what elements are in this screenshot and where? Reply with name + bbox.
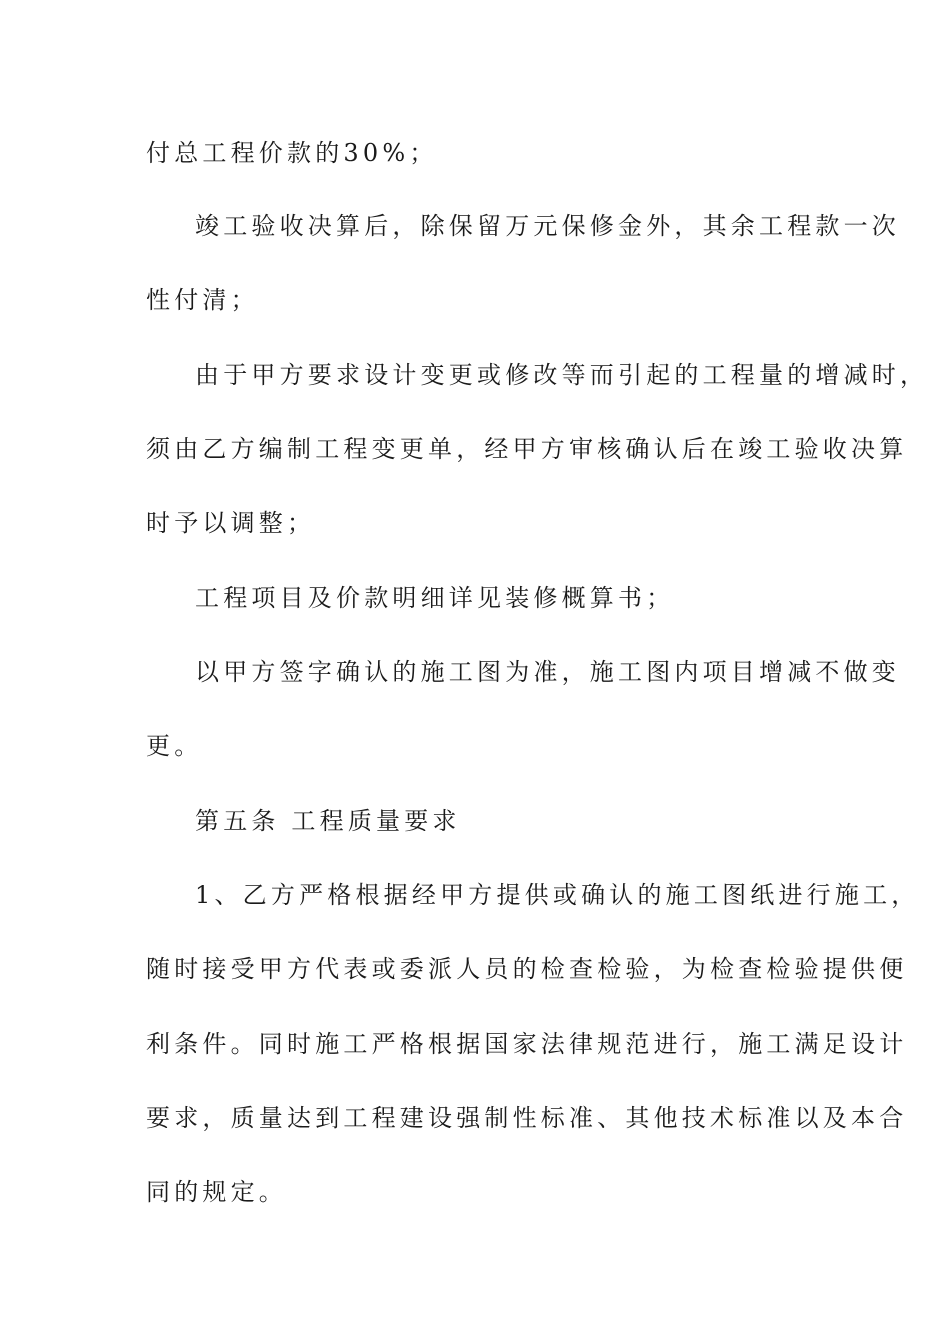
paragraph-first-line: 工程项目及价款明细详见装修概算书；	[195, 584, 675, 612]
text-line: 同的规定。	[146, 1178, 287, 1206]
paragraph-first-line: 竣工验收决算后，除保留万元保修金外，其余工程款一次	[195, 212, 900, 240]
text-line: 性付清；	[146, 286, 259, 314]
text-line: 须由乙方编制工程变更单，经甲方审核确认后在竣工验收决算	[146, 435, 908, 463]
text-line: 付总工程价款的30%；	[146, 139, 438, 167]
section-heading: 第五条 工程质量要求	[195, 807, 461, 835]
text-line: 要求，质量达到工程建设强制性标准、其他技术标准以及本合	[146, 1104, 908, 1132]
paragraph-first-line: 1、乙方严格根据经甲方提供或确认的施工图纸进行施工，	[195, 881, 920, 909]
text-line: 随时接受甲方代表或委派人员的检查检验，为检查检验提供便	[146, 955, 908, 983]
paragraph-first-line: 以甲方签字确认的施工图为准，施工图内项目增减不做变	[195, 658, 900, 686]
text-line: 时予以调整；	[146, 509, 316, 537]
text-line: 利条件。同时施工严格根据国家法律规范进行，施工满足设计	[146, 1030, 908, 1058]
text-line: 更。	[146, 732, 203, 760]
paragraph-first-line: 由于甲方要求设计变更或修改等而引起的工程量的增减时，	[195, 361, 929, 389]
